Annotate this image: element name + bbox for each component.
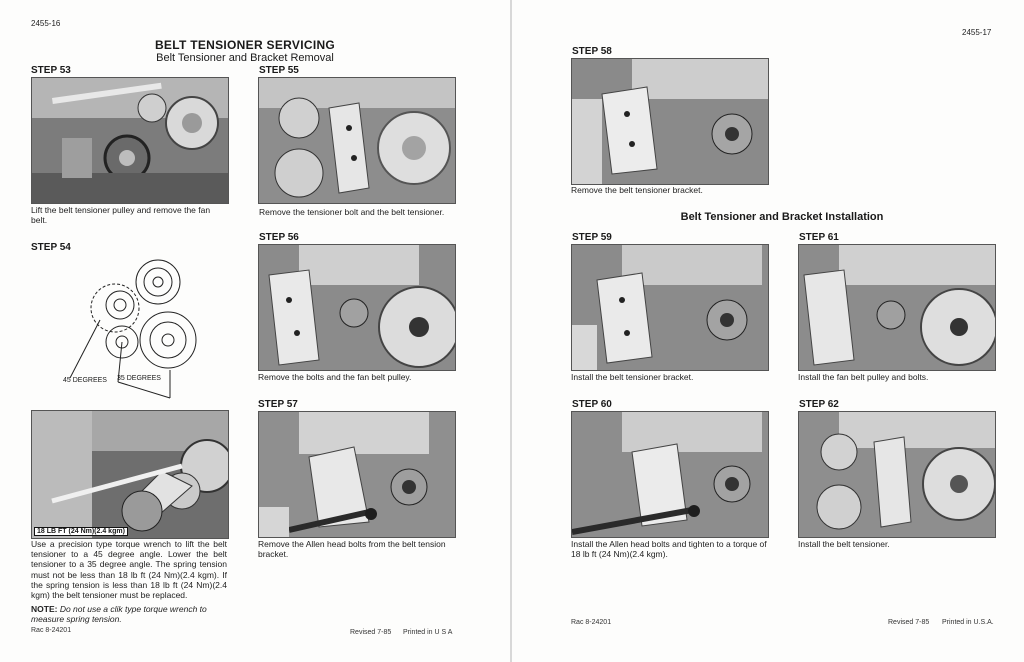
step-62-photo (798, 411, 996, 538)
step-59-label: STEP 59 (572, 232, 612, 243)
step-61-label: STEP 61 (799, 232, 839, 243)
footer-reference: Rac 8-24201 (31, 627, 72, 634)
footer-reference: Rac 8-24201 (571, 619, 612, 626)
step-56-caption: Remove the bolts and the fan belt pulley. (258, 372, 412, 382)
diagram-label-35-degrees: 35 DEGREES (117, 375, 161, 382)
step-54-instructions: Use a precision type torque wrench to lift the belt tensioner to a 45 degree angle. Lower the belt tensioner to a 35 degree angle. The spring tension must not be less than 18 lb ft (24 Nm)(2.4 kgm). If the spring tension is less than 18 lb ft (24 Nm)(2.4 kgm) the belt tensioner must be replaced. (31, 539, 227, 601)
footer-revised: Revised 7-85 (350, 629, 392, 636)
step-58-label: STEP 58 (572, 46, 612, 57)
note (31, 604, 227, 624)
step-60-photo (571, 411, 769, 538)
step-60-label: STEP 60 (572, 399, 612, 410)
footer-printed: Printed in U S A (403, 629, 453, 636)
page-number: 2455-17 (962, 28, 992, 37)
step-53-caption: Lift the belt tensioner pulley and remove the fan belt. (31, 205, 211, 225)
step-53-label: STEP 53 (31, 65, 71, 76)
step-57-label: STEP 57 (258, 399, 298, 410)
page-subtitle: Belt Tensioner and Bracket Removal (156, 52, 334, 64)
step-56-label: STEP 56 (259, 232, 299, 243)
step-57-photo (258, 411, 456, 538)
step-53-photo (31, 77, 229, 204)
step-62-caption: Install the belt tensioner. (798, 539, 890, 549)
step-57-caption: Remove the Allen head bolts from the belt tension bracket. (258, 539, 446, 559)
step-62-label: STEP 62 (799, 399, 839, 410)
step-58-caption: Remove the belt tensioner bracket. (571, 185, 703, 195)
footer-printed: Printed in U.S.A. (942, 619, 994, 626)
step-56-photo (258, 244, 456, 371)
note-text: Do not use a clik type torque wrench to measure spring tension. (31, 604, 207, 625)
step-61-caption: Install the fan belt pulley and bolts. (798, 372, 929, 382)
page-title: BELT TENSIONER SERVICING (154, 38, 336, 52)
step-55-label: STEP 55 (259, 65, 299, 76)
step-54-photo (31, 410, 229, 539)
step-59-photo (571, 244, 769, 371)
step-54-label: STEP 54 (31, 242, 71, 253)
left-page (0, 0, 510, 662)
step-60-caption: Install the Allen head bolts and tighten to a torque of 18 lb ft (24 Nm)(2.4 kgm). (571, 539, 767, 559)
section-title: Belt Tensioner and Bracket Installation (680, 211, 884, 223)
note-label: NOTE: (31, 604, 58, 614)
step-61-photo (798, 244, 996, 371)
step-58-photo (571, 58, 769, 185)
step-55-caption: Remove the tensioner bolt and the belt tensioner. (259, 207, 445, 217)
diagram-label-45-degrees: 45 DEGREES (63, 377, 107, 384)
step-59-caption: Install the belt tensioner bracket. (571, 372, 694, 382)
step-55-photo (258, 77, 456, 204)
torque-label: 18 LB FT (24 Nm)(2.4 kgm) (34, 527, 128, 536)
page-number: 2455-16 (31, 19, 61, 28)
footer-revised: Revised 7-85 (888, 619, 930, 626)
right-page (512, 0, 1024, 662)
